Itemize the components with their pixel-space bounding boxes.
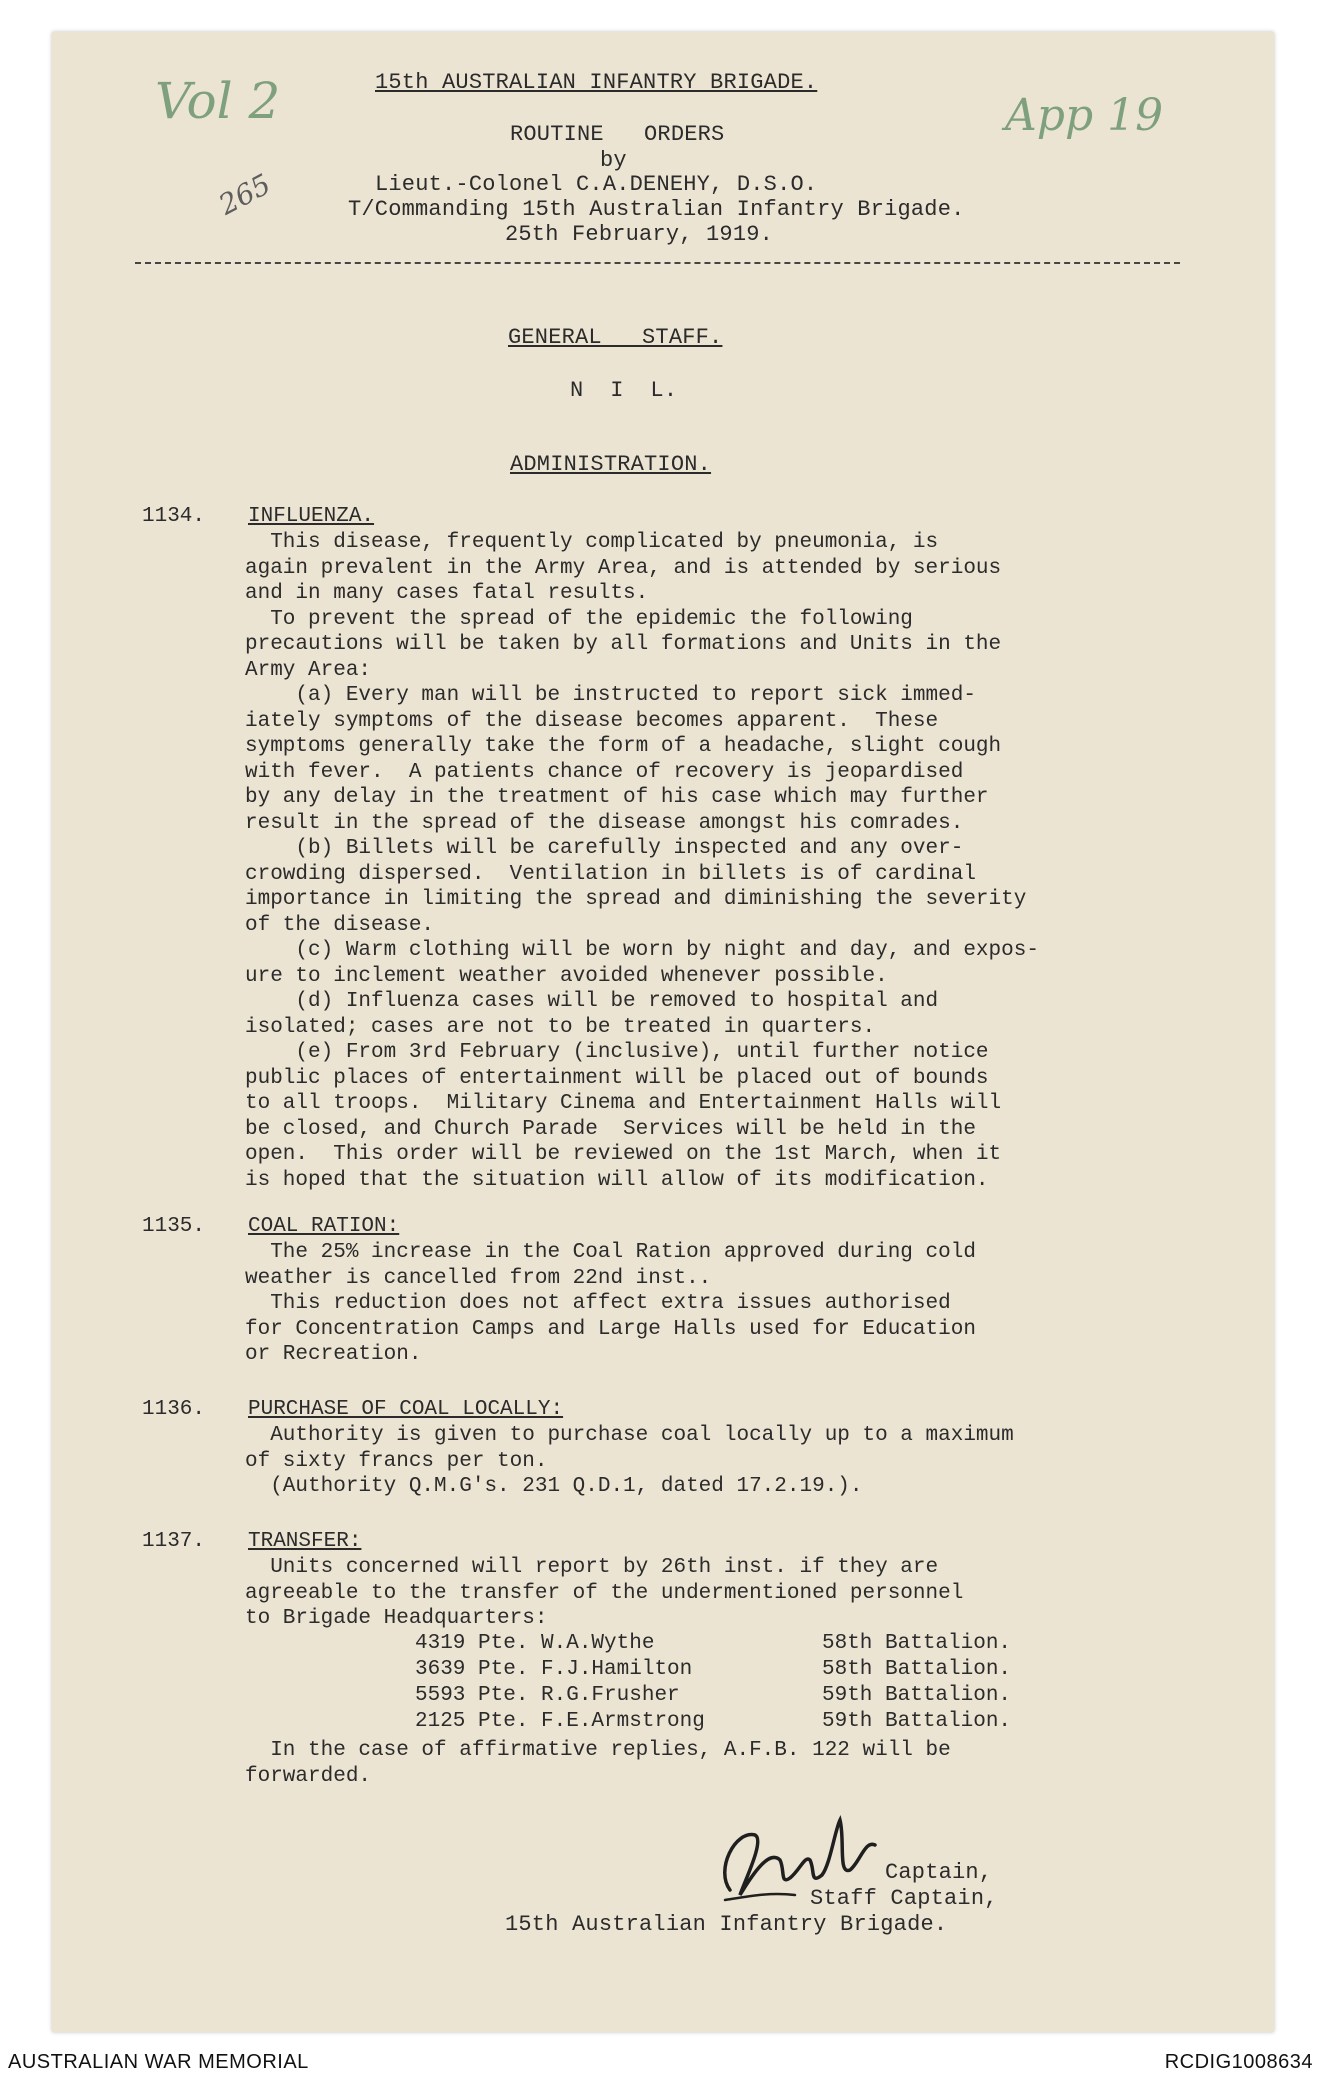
text-line: open. This order will be reviewed on the 1st March, when it	[245, 1143, 1002, 1166]
orders-title: ROUTINE ORDERS	[510, 122, 725, 147]
text-line: (b) Billets will be carefully inspected and any over-	[245, 837, 964, 860]
volume-annotation: Vol 2	[155, 72, 281, 130]
command-line: T/Commanding 15th Australian Infantry Brigade.	[348, 197, 965, 222]
text-line: importance in limiting the spread and diminishing the severity	[245, 888, 1027, 911]
personnel-entry: 4319 Pte. W.A.Wythe	[415, 1632, 655, 1655]
text-line: (e) From 3rd February (inclusive), until further notice	[245, 1041, 989, 1064]
text-line: crowding dispersed. Ventilation in billets is of cardinal	[245, 862, 976, 886]
text-line: This disease, frequently complicated by pneumonia, is	[245, 531, 939, 554]
header-divider	[135, 262, 1180, 264]
order-body-transfer	[245, 1555, 1185, 1632]
general-staff-heading: GENERAL STAFF.	[508, 325, 723, 350]
text-line: precautions will be taken by all formations and Units in the	[245, 633, 1002, 656]
order-body-influenza	[245, 530, 1185, 1193]
text-line: for Concentration Camps and Large Halls used for Education	[245, 1317, 976, 1341]
text-line: of the disease.	[245, 913, 435, 937]
personnel-unit: 59th Battalion.	[822, 1684, 1012, 1707]
text-line: (Authority Q.M.G's. 231 Q.D.1, dated 17.2.19.).	[245, 1475, 863, 1498]
order-date: 25th February, 1919.	[505, 222, 774, 247]
by-line: by	[600, 148, 627, 173]
text-line: In the case of affirmative replies, A.F.B. 122 will be	[245, 1739, 951, 1762]
personnel-unit: 59th Battalion.	[822, 1710, 1012, 1733]
text-line: weather is cancelled from 22nd inst..	[245, 1266, 712, 1290]
order-number: 1135.	[142, 1215, 206, 1238]
order-body-coal-ration	[245, 1240, 1185, 1368]
personnel-unit: 58th Battalion.	[822, 1632, 1012, 1655]
personnel-entry: 2125 Pte. F.E.Armstrong	[415, 1710, 705, 1733]
text-line: iately symptoms of the disease becomes apparent. These	[245, 709, 939, 733]
order-number: 1134.	[142, 505, 206, 528]
text-line: public places of entertainment will be placed out of bounds	[245, 1066, 989, 1090]
brigade-heading: 15th AUSTRALIAN INFANTRY BRIGADE.	[375, 70, 818, 95]
signature-role: Staff Captain,	[810, 1886, 998, 1911]
footer-reference: RCDIG1008634	[1164, 2051, 1313, 2073]
text-line: by any delay in the treatment of his case which may further	[245, 786, 989, 809]
order-body-purchase-coal	[245, 1423, 1185, 1500]
signature-rank: Captain,	[885, 1860, 993, 1885]
general-staff-nil: N I L.	[570, 378, 678, 403]
text-line: to all troops. Military Cinema and Entertainment Halls will	[245, 1092, 1002, 1115]
text-line: agreeable to the transfer of the undermentioned personnel	[245, 1581, 964, 1605]
personnel-entry: 3639 Pte. F.J.Hamilton	[415, 1658, 693, 1681]
text-line: (c) Warm clothing will be worn by night and day, and expos-	[245, 939, 1039, 962]
order-closing-transfer	[245, 1738, 1185, 1789]
appendix-annotation: App 19	[1005, 90, 1164, 141]
text-line: symptoms generally take the form of a headache, slight cough	[245, 735, 1002, 758]
text-line: result in the spread of the disease amongst his comrades.	[245, 811, 964, 835]
text-line: isolated; cases are not to be treated in quarters.	[245, 1015, 876, 1039]
text-line: with fever. A patients chance of recovery is jeopardised	[245, 760, 964, 784]
text-line: (d) Influenza cases will be removed to hospital and	[245, 990, 939, 1013]
text-line: Army Area:	[245, 658, 372, 682]
text-line: To prevent the spread of the epidemic the following	[245, 607, 913, 631]
order-heading-transfer: TRANSFER:	[248, 1530, 362, 1553]
officer-name: Lieut.-Colonel C.A.DENEHY, D.S.O.	[375, 172, 818, 197]
personnel-unit: 58th Battalion.	[822, 1658, 1012, 1681]
order-number: 1137.	[142, 1530, 206, 1553]
administration-heading: ADMINISTRATION.	[510, 452, 712, 477]
text-line: (a) Every man will be instructed to report sick immed-	[245, 684, 976, 707]
footer-institution: AUSTRALIAN WAR MEMORIAL	[8, 2051, 309, 2073]
personnel-entry: 5593 Pte. R.G.Frusher	[415, 1684, 680, 1707]
text-line: of sixty francs per ton.	[245, 1449, 548, 1473]
text-line: again prevalent in the Army Area, and is attended by serious	[245, 556, 1002, 580]
order-heading-coal-ration: COAL RATION:	[248, 1215, 400, 1238]
order-heading-influenza: INFLUENZA.	[248, 505, 375, 528]
signature-formation: 15th Australian Infantry Brigade.	[505, 1912, 948, 1937]
text-line: is hoped that the situation will allow of its modification.	[245, 1168, 989, 1192]
text-line: to Brigade Headquarters:	[245, 1607, 548, 1630]
text-line: be closed, and Church Parade Services will be held in the	[245, 1117, 976, 1141]
text-line: or Recreation.	[245, 1343, 422, 1366]
page-number-annotation: 265	[213, 167, 277, 222]
text-line: ure to inclement weather avoided whenever possible.	[245, 964, 888, 988]
text-line: forwarded.	[245, 1764, 372, 1788]
text-line: Authority is given to purchase coal locally up to a maximum	[245, 1424, 1014, 1447]
text-line: and in many cases fatal results.	[245, 582, 649, 605]
text-line: Units concerned will report by 26th inst. if they are	[245, 1556, 939, 1579]
order-heading-purchase-coal: PURCHASE OF COAL LOCALLY:	[248, 1398, 564, 1421]
text-line: This reduction does not affect extra issues authorised	[245, 1292, 951, 1315]
text-line: The 25% increase in the Coal Ration approved during cold	[245, 1241, 976, 1264]
order-number: 1136.	[142, 1398, 206, 1421]
